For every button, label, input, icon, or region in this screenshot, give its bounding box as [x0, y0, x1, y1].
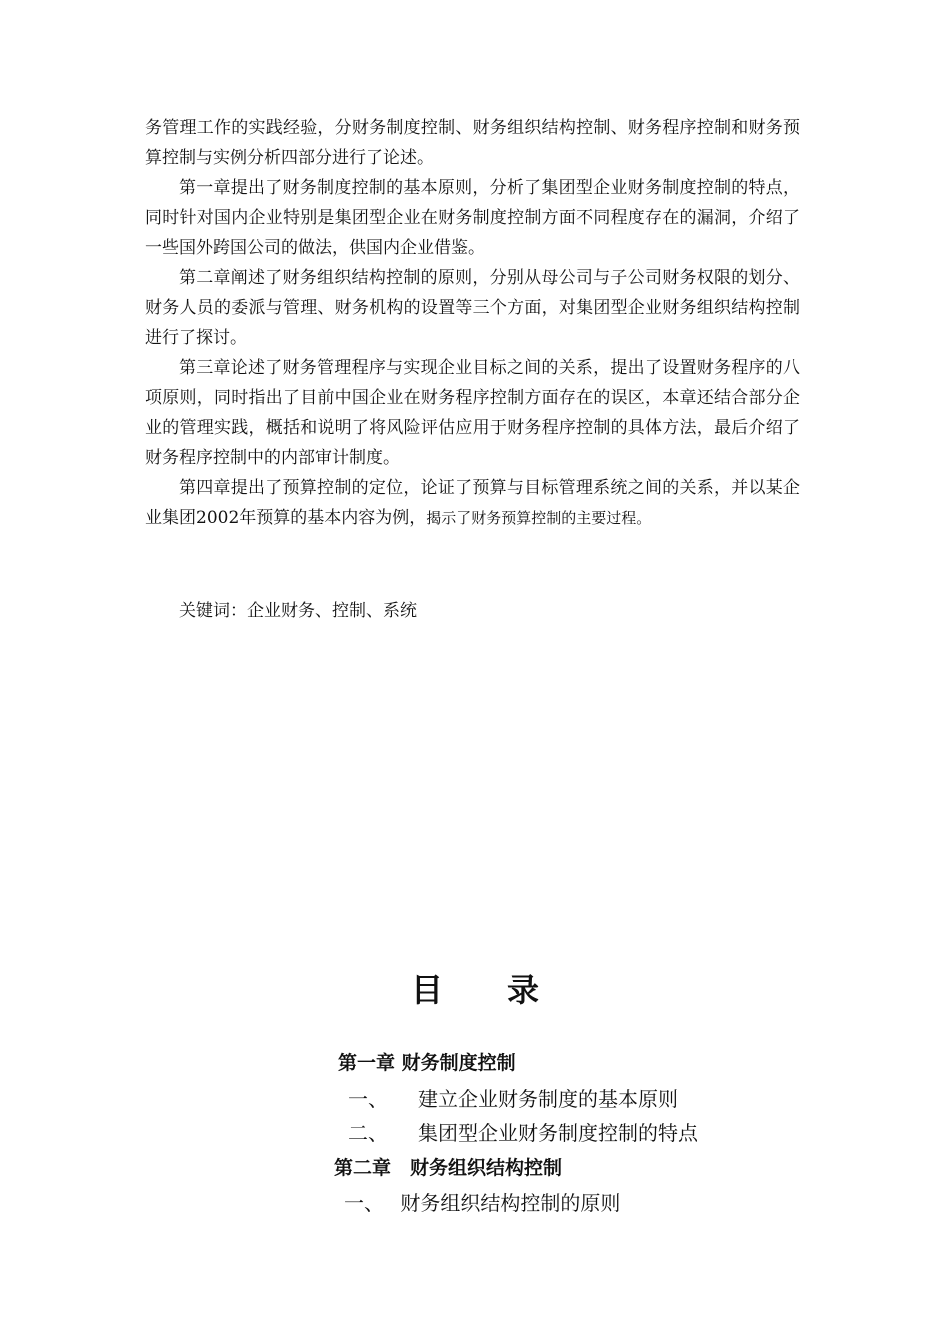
abstract-paragraph: 第二章阐述了财务组织结构控制的原则，分别从母公司与子公司财务权限的划分、财务人员的委派与管理、财务机构的设置等三个方面，对集团型企业财务组织结构控制进行了探讨。 [145, 268, 800, 348]
toc-chapter-1[interactable]: 第一章 财务制度控制 [338, 1052, 516, 1074]
toc-title: 目 录 [410, 971, 539, 1009]
abstract-body [145, 113, 800, 533]
abstract-paragraph: 第三章论述了财务管理程序与实现企业目标之间的关系，提出了设置财务程序的八项原则，同时指出了目前中国企业在财务程序控制方面存在的误区，本章还结合部分企业的管理实践，概括和说明了将风险评估应用于财务程序控制的具体方法，最后介绍了财务程序控制中的内部审计制度。 [145, 358, 800, 468]
toc-section-2-1[interactable]: 一、 财务组织结构控制的原则 [344, 1191, 621, 1215]
abstract-paragraph: 第一章提出了财务制度控制的基本原则，分析了集团型企业财务制度控制的特点，同时针对国内企业特别是集团型企业在财务制度控制方面不同程度存在的漏洞，介绍了一些国外跨国公司的做法，供国内企业借鉴。 [145, 178, 800, 258]
toc-section-1-1[interactable]: 一、 建立企业财务制度的基本原则 [348, 1087, 678, 1111]
abstract-paragraph-tail: 揭示了财务预算控制的主要过程。 [426, 509, 652, 527]
abstract-paragraph: 务管理工作的实践经验，分财务制度控制、财务组织结构控制、财务程序控制和财务预算控制与实例分析四部分进行了论述。 [145, 118, 800, 168]
keywords-line: 关键词：企业财务、控制、系统 [179, 601, 417, 621]
abstract-paragraph-main: 第四章提出了预算控制的定位，论证了预算与目标管理系统之间的关系，并以某企业集团2002年预算的基本内容为例， [145, 478, 800, 528]
toc-section-1-2[interactable]: 二、 集团型企业财务制度控制的特点 [348, 1121, 698, 1145]
toc-chapter-2[interactable]: 第二章 财务组织结构控制 [334, 1157, 563, 1179]
abstract-paragraph-last [145, 473, 800, 533]
